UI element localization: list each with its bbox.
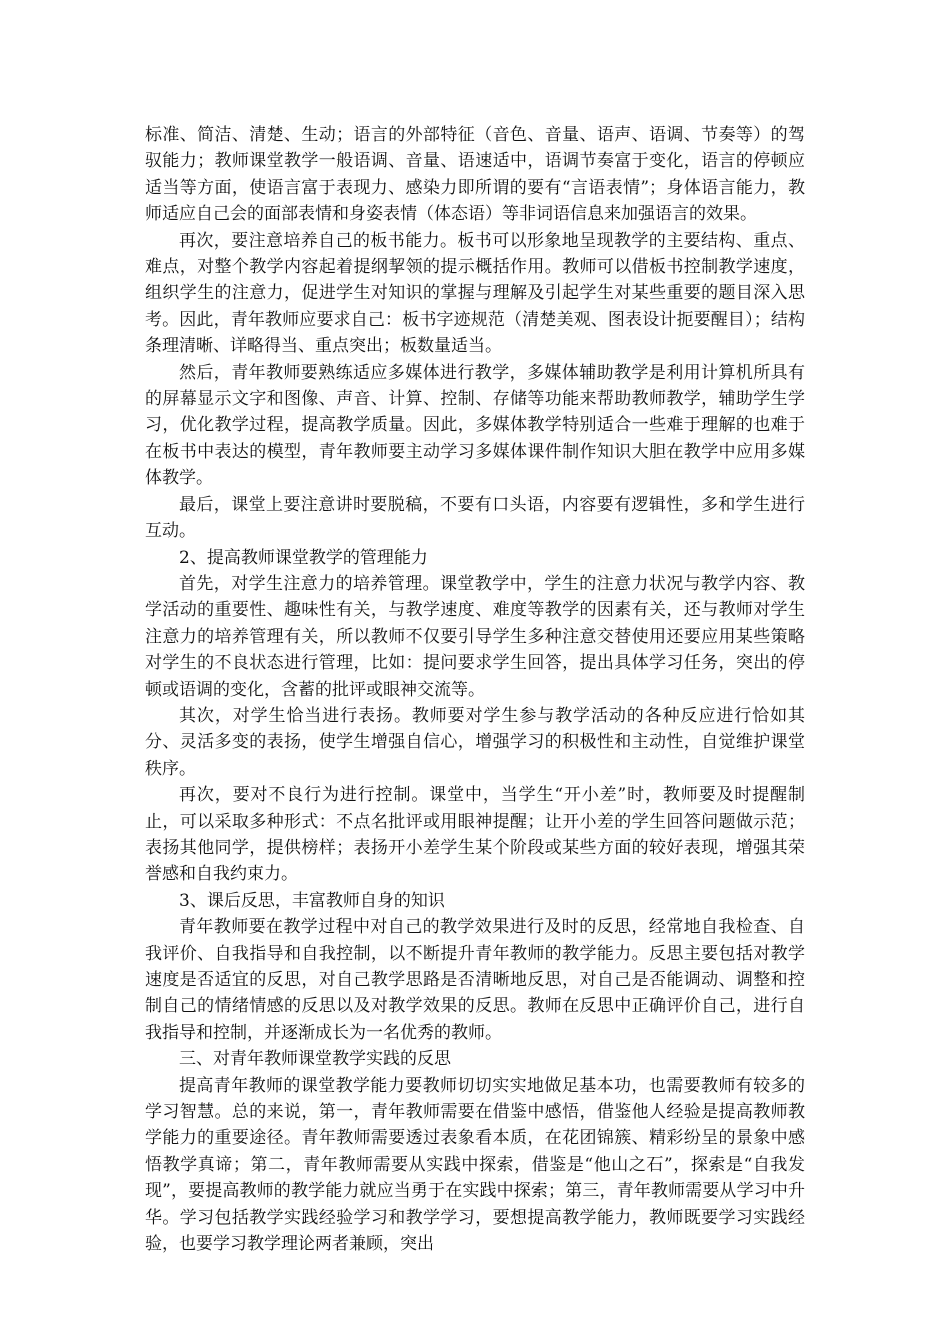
paragraph: 其次，对学生恰当进行表扬。教师要对学生参与教学活动的各种反应进行恰如其分、灵活多变的表扬，使学生增强自信心，增强学习的积极性和主动性，自觉维护课堂秩序。 (145, 705, 805, 779)
section-heading: 三、对青年教师课堂教学实践的反思 (179, 1049, 451, 1070)
section-heading: 3、课后反思，丰富教师自身的知识 (179, 890, 445, 911)
section-heading: 2、提高教师课堂教学的管理能力 (179, 547, 428, 568)
paragraph: 提高青年教师的课堂教学能力要教师切切实实地做足基本功，也需要教师有较多的学习智慧。总的来说，第一，青年教师需要在借鉴中感悟，借鉴他人经验是提高教师教学能力的重要途径。青年教师需要透过表象看本质，在花团锦簇、精彩纷呈的景象中感悟教学真谛；第二，青年教师需要从实践中探索，借鉴是“他山之石”，探索是“自我发现”，要提高教师的教学能力就应当勇于在实践中探索；第三，青年教师需要从学习中升华。学习包括教学实践经验学习和教学学习，要想提高教学能力，教师既要学习实践经验，也要学习教学理论两者兼顾，突出 (145, 1075, 805, 1255)
paragraph: 标准、简洁、清楚、生动；语言的外部特征（音色、音量、语声、语调、节奏等）的驾驭能力；教师课堂教学一般语调、音量、语速适中，语调节奏富于变化，语言的停顿应适当等方面，使语言富于表现力、感染力即所谓的要有“言语表情”；身体语言能力，教师适应自己会的面部表情和身姿表情（体态语）等非词语信息来加强语言的效果。 (145, 125, 805, 225)
paragraph: 青年教师要在教学过程中对自己的教学效果进行及时的反思，经常地自我检查、自我评价、自我指导和自我控制，以不断提升青年教师的教学能力。反思主要包括对教学速度是否适宜的反思，对自己教学思路是否清晰地反思，对自己是否能调动、调整和控制自己的情绪情感的反思以及对教学效果的反思。教师在反思中正确评价自己，进行自我指导和控制，并逐渐成长为一名优秀的教师。 (145, 917, 805, 1043)
paragraph: 首先，对学生注意力的培养管理。课堂教学中，学生的注意力状况与教学内容、教学活动的重要性、趣味性有关，与教学速度、难度等教学的因素有关，还与教师对学生注意力的培养管理有关，所以教师不仅要引导学生多种注意交替使用还要应用某些策略对学生的不良状态进行管理，比如：提问要求学生回答，提出具体学习任务，突出的停顿或语调的变化，含蓄的批评或眼神交流等。 (145, 573, 805, 700)
paragraph: 然后，青年教师要熟练适应多媒体进行教学，多媒体辅助教学是利用计算机所具有的屏幕显示文字和图像、声音、计算、控制、存储等功能来帮助教师教学，辅助学生学习，优化教学过程，提高教学质量。因此，多媒体教学特别适合一些难于理解的也难于在板书中表达的模型，青年教师要主动学习多媒体课件制作知识大胆在教学中应用多媒体教学。 (145, 362, 805, 489)
paragraph: 再次，要注意培养自己的板书能力。板书可以形象地呈现教学的主要结构、重点、难点，对整个教学内容起着提纲挈领的提示概括作用。教师可以借板书控制教学速度，组织学生的注意力，促进学生对知识的掌握与理解及引起学生对某些重要的题目深入思考。因此，青年教师应要求自己：板书字迹规范（清楚美观、图表设计扼要醒目）；结构条理清晰、详略得当、重点突出；板数量适当。 (145, 230, 805, 357)
paragraph: 再次，要对不良行为进行控制。课堂中，当学生“开小差”时，教师要及时提醒制止，可以采取多种形式：不点名批评或用眼神提醒；让开小差的学生回答问题做示范；表扬其他同学，提供榜样；表扬开小差学生某个阶段或某些方面的较好表现，增强其荣誉感和自我约束力。 (145, 785, 805, 885)
paragraph: 最后，课堂上要注意讲时要脱稿，不要有口头语，内容要有逻辑性，多和学生进行互动。 (145, 494, 805, 542)
document-body (145, 122, 805, 1257)
